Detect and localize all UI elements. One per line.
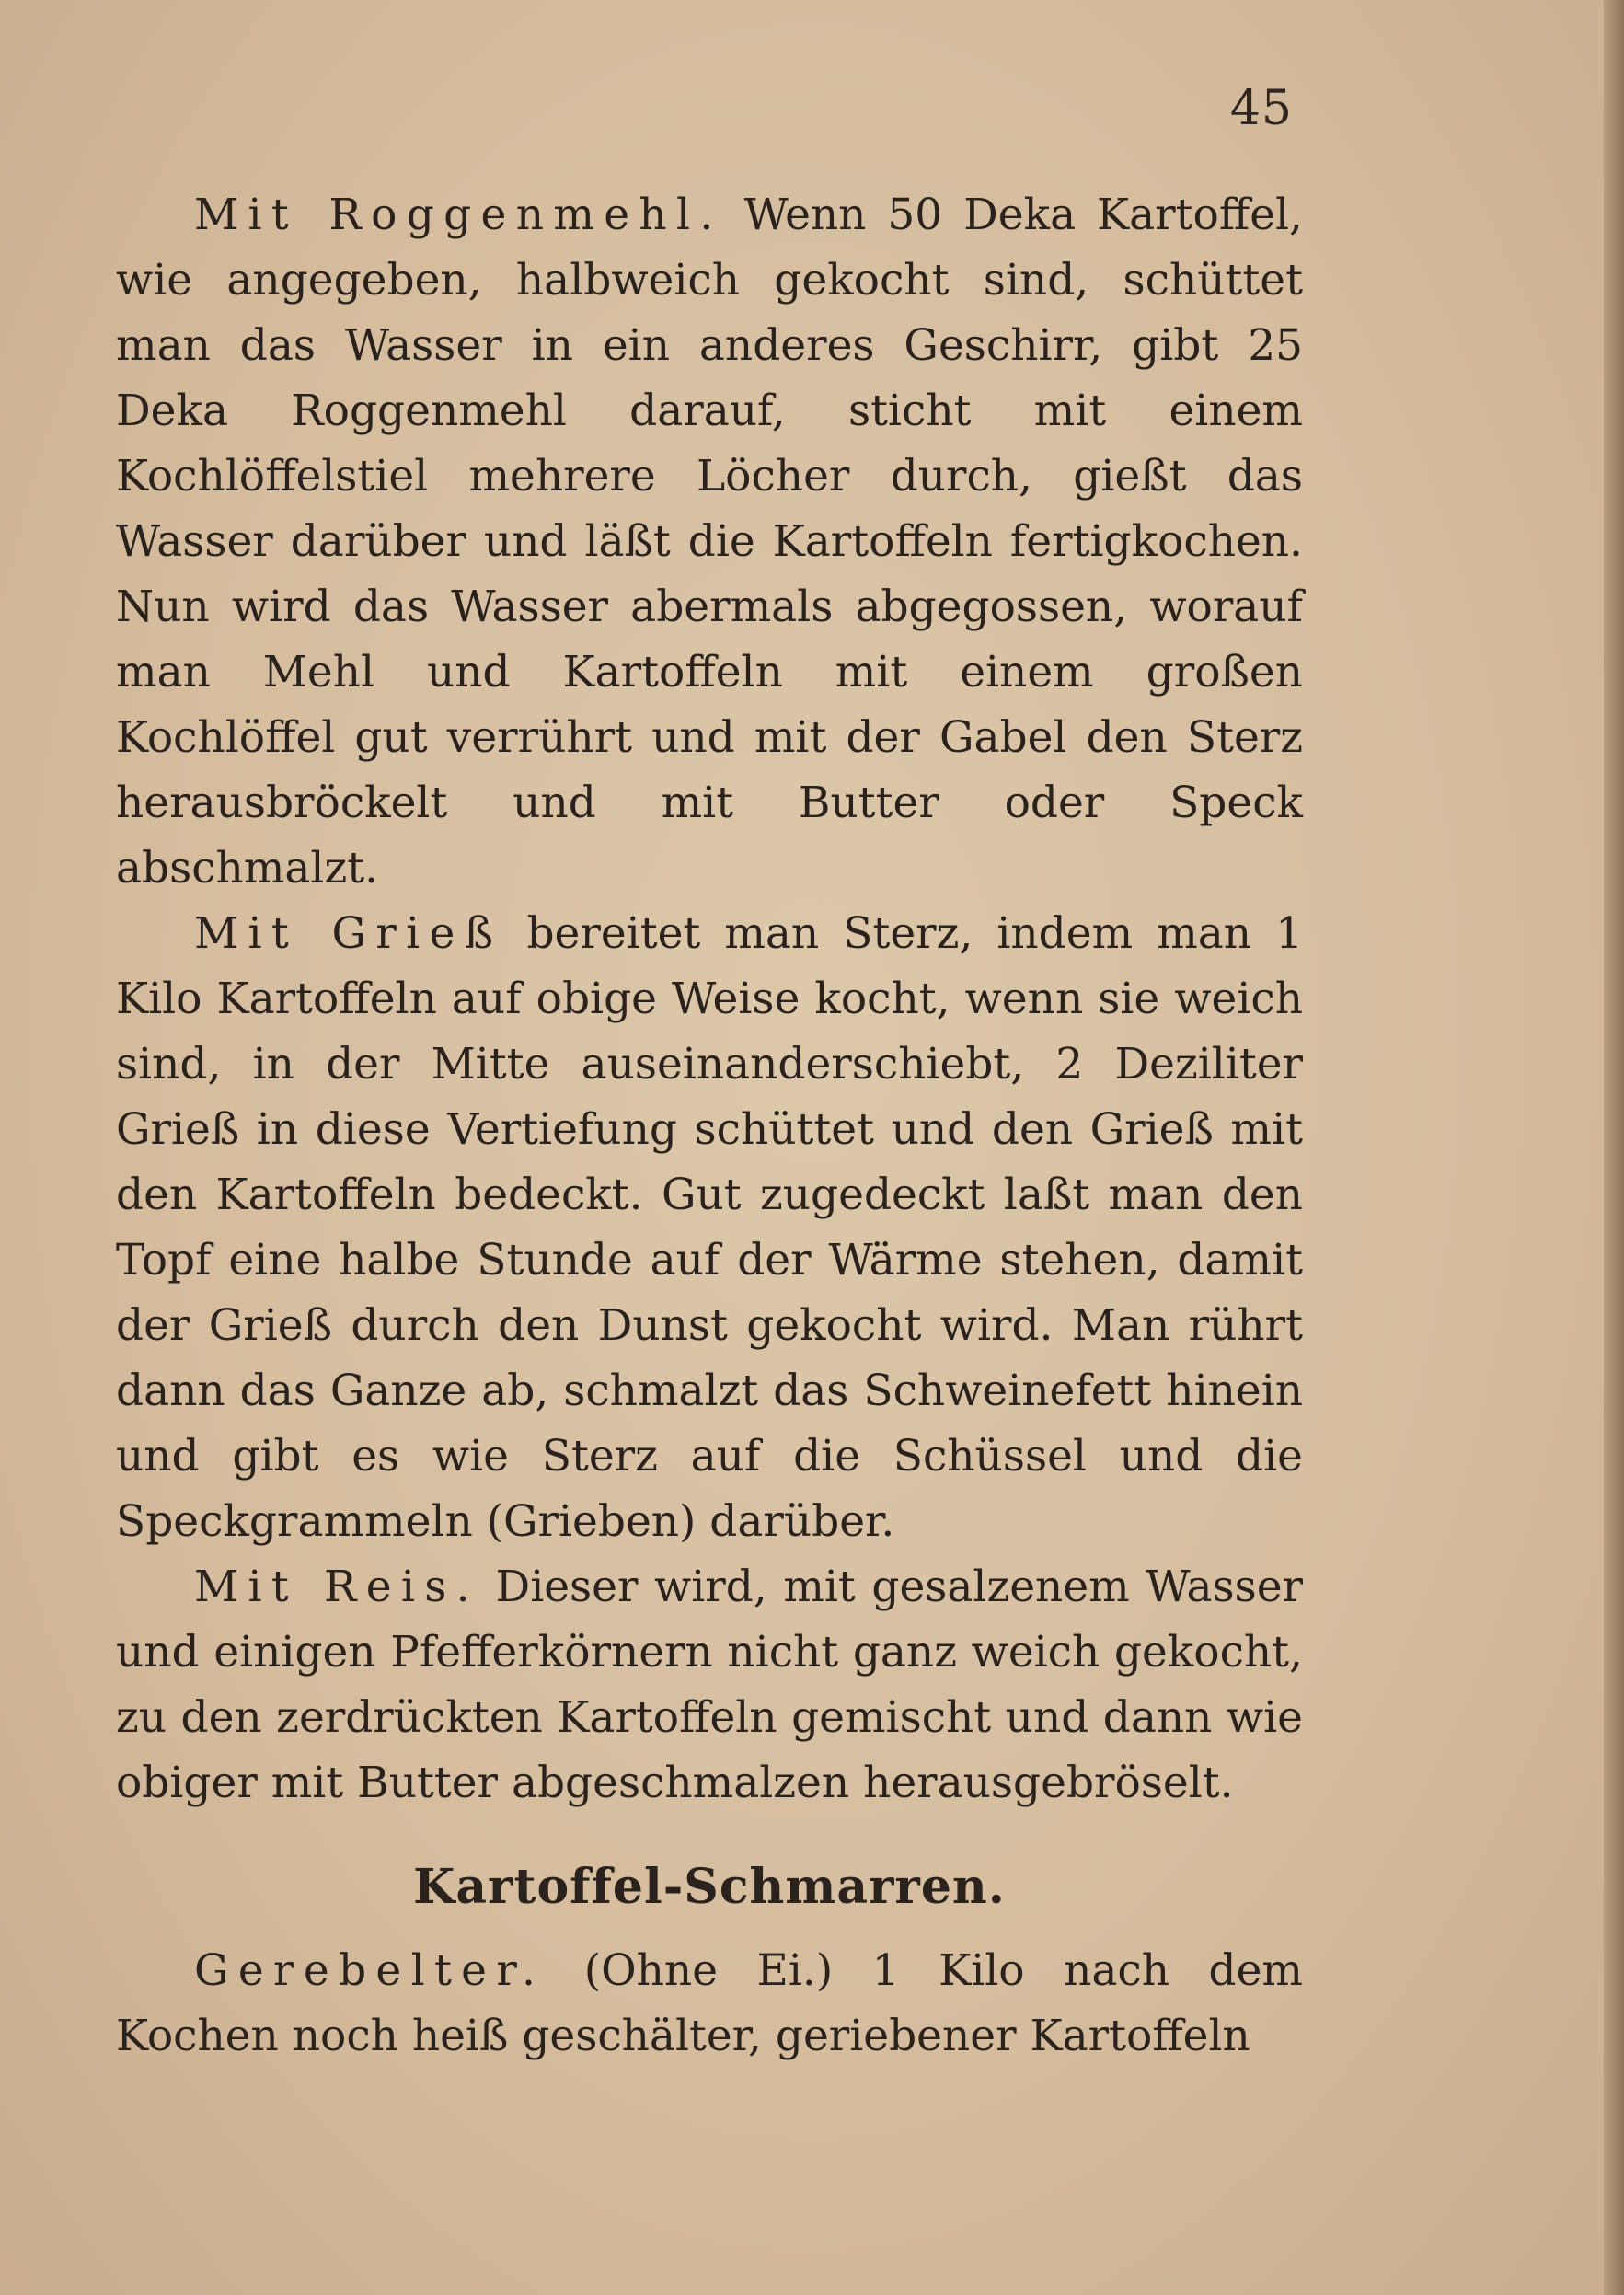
paragraph-body: (Ohne Ei.) 1 Kilo nach dem Kochen noch heiß geschälter, geriebener Kartoffeln [116,1945,1303,2061]
paragraph-body: Dieser wird, mit gesalzenem Wasser und einigen Pfefferkörnern nicht ganz weich gekocht, zu den zerdrückten Kartoffeln gemischt und dann wie obiger mit Butter abgeschmalzen herausgebröselt. [116,1562,1303,1808]
page-edge-shadow [1604,0,1624,2295]
paragraph-griess [116,901,1303,1554]
paragraph-reis [116,1554,1303,1816]
paragraph-lead: Mit Grieß [194,908,503,959]
section-heading: Kartoffel-Schmarren. [413,1859,1006,1915]
paragraph-body: Wenn 50 Deka Kartoffel, wie angegeben, halbweich gekocht sind, schüttet man das Wasser in ein anderes Geschirr, gibt 25 Deka Roggenmehl darauf, sticht mit einem Kochlöffelstiel mehrere Löcher durch, gießt das Wasser darüber und läßt die Kartoffeln fertigkochen. Nun wird das Wasser abermals abgegossen, worauf man Mehl und Kartoffeln mit einem großen Kochlöffel gut verrührt und mit der Gabel den Sterz herausbröckelt und mit Butter oder Speck abschmalzt. [116,190,1303,894]
page-text [116,182,1303,2069]
paragraph-roggenmehl [116,182,1303,901]
paragraph-gerebelter [116,1938,1303,2069]
paragraph-body: bereitet man Sterz, indem man 1 Kilo Kartoffeln auf obige Weise kocht, wenn sie weich sind, in der Mitte auseinanderschiebt, 2 Deziliter Grieß in diese Vertiefung schüttet und den Grieß mit den Kartoffeln bedeckt. Gut zugedeckt laßt man den Topf eine halbe Stunde auf der Wärme stehen, damit der Grieß durch den Dunst gekocht wird. Man rührt dann das Ganze ab, schmalzt das Schweinefett hinein und gibt es wie Sterz auf die Schüssel und die Speckgrammeln (Grieben) darüber. [116,908,1304,1547]
paragraph-lead: Mit Roggenmehl. [194,190,723,240]
paragraph-lead: Mit Reis. [194,1562,479,1612]
paragraph-lead: Gerebelter. [194,1945,546,1996]
page-number: 45 [1229,81,1293,136]
